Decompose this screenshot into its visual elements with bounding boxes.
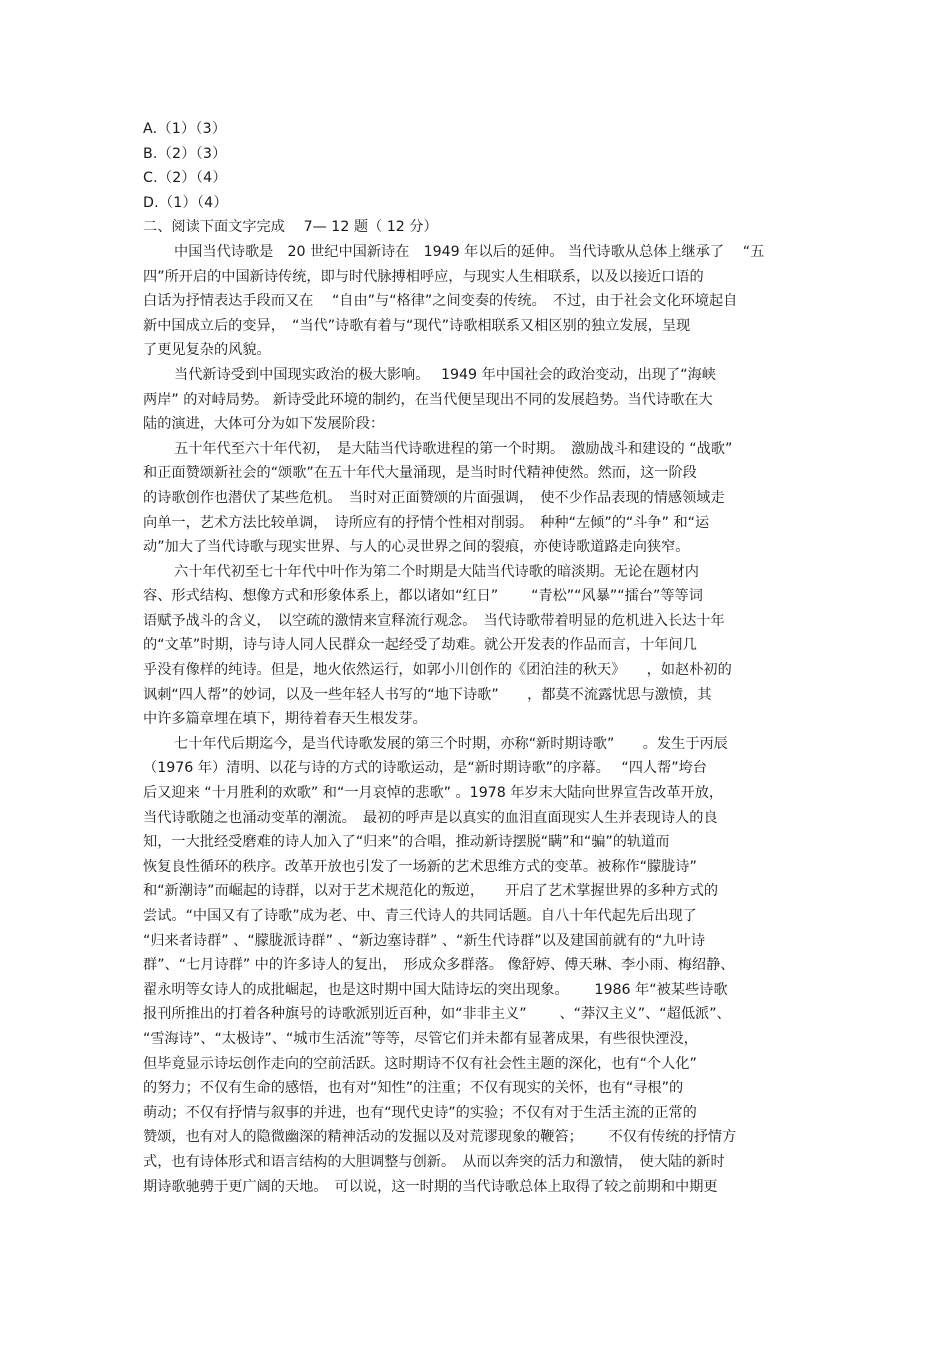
paragraph-line: 四”所开启的中国新诗传统，即与时代脉搏相呼应，与现实人生相联系，以及以接近口语的 <box>143 268 704 285</box>
paragraph-line: 的诗歌创作也潜伏了某些危机。 当时对正面赞颂的片面强调， 使不少作品表现的情感领域走 <box>143 489 725 506</box>
paragraph-line: 尝试。“中国又有了诗歌”成为老、中、青三代诗人的共同话题。自八十年代起先后出现了 <box>143 908 697 924</box>
option-c: C.（2）（4） <box>143 170 227 187</box>
paragraph-line: 式，也有诗体形式和语言结构的大胆调整与创新。 从而以奔突的活力和激情， 使大陆的新时 <box>143 1153 725 1170</box>
paragraph-line: “雪海诗”、“太极诗”、“城市生活流”等等，尽管它们并未都有显著成果，有些很快湮没， <box>143 1030 698 1047</box>
paragraph-line: 和“新潮诗”而崛起的诗群，以对于艺术规范化的叛逆， 开启了艺术掌握世界的多种方式的 <box>143 883 719 900</box>
option-d: D.（1）（4） <box>143 194 228 211</box>
paragraph-line: 两岸” 的对峙局势。 新诗受此环境的制约，在当代便呈现出不同的发展趋势。当代诗歌在大 <box>143 391 713 408</box>
paragraph-line: 萌动；不仅有抒情与叙事的并进，也有“现代史诗”的实验；不仅有对于生活主流的正常的 <box>143 1104 697 1121</box>
section-heading: 二、阅读下面文字完成 7— 12 题（ 12 分） <box>143 219 438 236</box>
paragraph-line: 后又迎来 “十月胜利的欢歌” 和“一月哀悼的悲歌” 。1978 年岁末大陆向世界宣告改革开放， <box>143 785 724 802</box>
paragraph-line: “归来者诗群” 、“朦胧派诗群” 、“新边塞诗群” 、“新生代诗群”以及建国前就有的“九叶诗 <box>143 932 706 949</box>
text-block <box>143 117 813 1199</box>
paragraph-line: 但毕竟显示诗坛创作走向的空前活跃。这时期诗不仅有社会性主题的深化，也有“个人化” <box>143 1055 697 1072</box>
paragraph-line: 七十年代后期迄今，是当代诗歌发展的第三个时期，亦称“新时期诗歌” 。发生于丙辰 <box>174 735 728 752</box>
paragraph-line: 知，一大批经受磨难的诗人加入了“归来”的合唱，推动新诗摆脱“瞒”和“骗”的轨道而 <box>143 834 670 851</box>
paragraph-line: 的努力；不仅有生命的感悟，也有对“知性”的注重；不仅有现实的关怀，也有“寻根”的 <box>143 1080 684 1097</box>
paragraph-line: 期诗歌驰骋于更广阔的天地。 可以说，这一时期的当代诗歌总体上取得了较之前期和中期更 <box>143 1178 718 1195</box>
paragraph-line: 的“文革”时期，诗与诗人同人民群众一起经受了劫难。就公开发表的作品而言，十年间几 <box>143 637 697 654</box>
paragraph-line: 讽刺“四人帮”的妙词，以及一些年轻人书写的“地下诗歌” ，都莫不流露忧思与激愤，其 <box>143 686 712 703</box>
paragraph-line: 容、形式结构、想像方式和形象体系上，都以诸如“红日” “青松”“风暴”“擂台”等等词 <box>143 588 703 605</box>
paragraph-line: 陆的演进，大体可分为如下发展阶段： <box>143 416 385 433</box>
paragraph-line: 动”加大了当代诗歌与现实世界、与人的心灵世界之间的裂痕，亦使诗歌道路走向狭窄。 <box>143 539 690 556</box>
paragraph-line: 翟永明等女诗人的成批崛起，也是这时期中国大陆诗坛的突出现象。 1986 年“被某些诗歌 <box>143 981 728 998</box>
paragraph-line: 新中国成立后的变异， “当代”诗歌有着与“现代”诗歌相联系又相区别的独立发展，呈现 <box>143 317 691 334</box>
paragraph-line: （1976 年）清明、以花与诗的方式的诗歌运动，是“新时期诗歌”的序幕。 “四人帮”垮台 <box>143 760 707 777</box>
reading-passage <box>143 240 813 1199</box>
paragraph <box>143 732 813 1199</box>
paragraph-line: 六十年代初至七十年代中叶作为第二个时期是大陆当代诗歌的暗淡期。无论在题材内 <box>174 563 699 580</box>
option-b: B.（2）（3） <box>143 145 227 162</box>
paragraph <box>143 240 813 363</box>
paragraph-line: 报刊所推出的打着各种旗号的诗歌派别近百种，如“非非主义” 、“莽汉主义”、“超低派”、 <box>143 1006 731 1023</box>
paragraph <box>143 437 813 560</box>
paragraph-line: 恢复良性循环的秩序。改革开放也引发了一场新的艺术思维方式的变革。被称作“朦胧诗” <box>143 858 697 875</box>
paragraph <box>143 560 813 732</box>
paragraph-line: 五十年代至六十年代初， 是大陆当代诗歌进程的第一个时期。 激励战斗和建设的 “战歌” <box>174 440 733 457</box>
paragraph-line: 向单一，艺术方法比较单调， 诗所应有的抒情个性相对削弱。 种种“左倾”的“斗争” 和“运 <box>143 514 710 531</box>
paragraph-line: 群”、“七月诗群” 中的许多诗人的复出， 形成众多群落。 像舒婷、傅天琳、李小雨、梅绍静、 <box>143 957 735 974</box>
paragraph-line: 白话为抒情表达手段而又在 “自由”与“格律”之间变奏的传统。 不过，由于社会文化环境起自 <box>143 293 738 310</box>
paragraph-line: 中许多篇章埋在填下，期待着春天生根发芽。 <box>143 711 427 728</box>
paragraph-line: 当代新诗受到中国现实政治的极大影响。 1949 年中国社会的政治变动，出现了“海峡 <box>174 366 716 383</box>
paragraph-line: 和正面赞颂新社会的“颂歌”在五十年代大量涌现，是当时时代精神使然。然而，这一阶段 <box>143 465 697 482</box>
paragraph <box>143 363 813 437</box>
paragraph-line: 了更见复杂的风貌。 <box>143 342 271 359</box>
paragraph-line: 当代诗歌随之也涌动变革的潮流。 最初的呼声是以真实的血泪直面现实人生并表现诗人的良 <box>143 809 718 826</box>
paragraph-line: 中国当代诗歌是 20 世纪中国新诗在 1949 年以后的延伸。 当代诗歌从总体上继承了 “五 <box>174 243 765 260</box>
option-a: A.（1）（3） <box>143 121 227 137</box>
paragraph-line: 语赋予战斗的含义， 以空疏的激情来宣释流行观念。 当代诗歌带着明显的危机进入长达十年 <box>143 612 725 629</box>
paragraph-line: 乎没有像样的纯诗。但是，地火依然运行，如郭小川创作的《团泊洼的秋天》 ，如赵朴初的 <box>143 662 732 679</box>
paragraph-line: 赞颂，也有对人的隐微幽深的精神活动的发掘以及对荒谬现象的鞭笞； 不仅有传统的抒情方 <box>143 1129 737 1146</box>
